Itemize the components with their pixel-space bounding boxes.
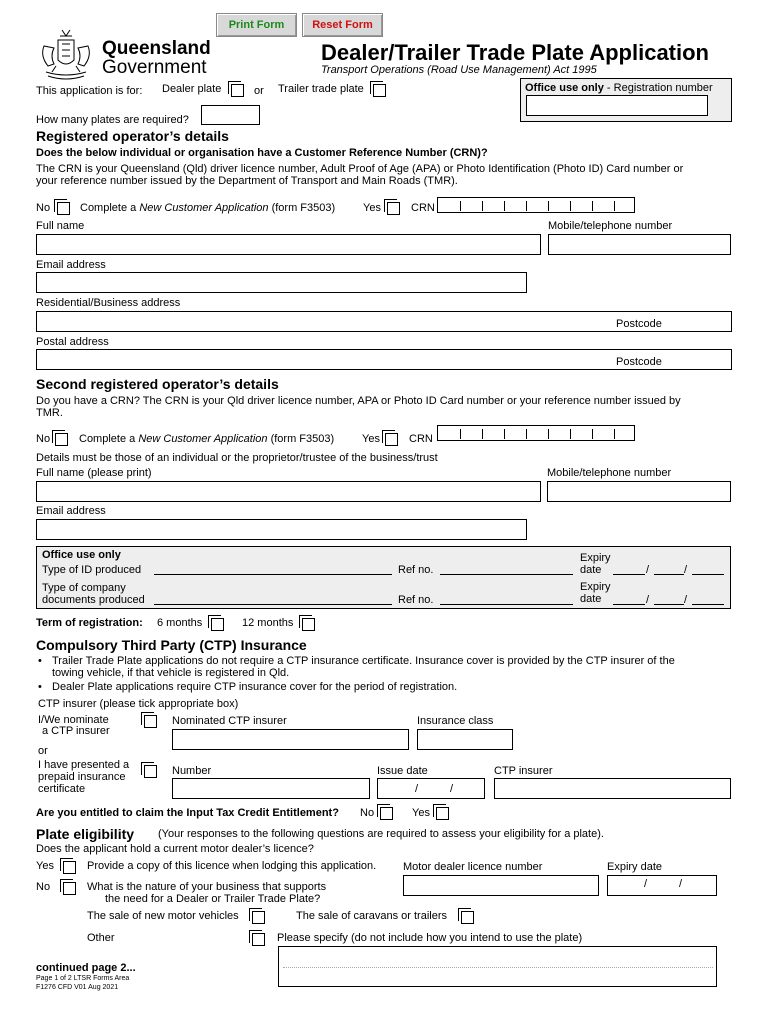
trailer-plate-checkbox[interactable] xyxy=(373,84,386,97)
continued-text: continued page 2... xyxy=(36,962,136,974)
print-form-button[interactable] xyxy=(216,13,297,37)
or-text: or xyxy=(254,85,264,97)
residential-label: Residential/Business address xyxy=(36,297,181,309)
new-vehicles-checkbox[interactable] xyxy=(252,911,265,924)
nominate-checkbox[interactable] xyxy=(144,715,157,728)
crn-info-line1: The CRN is your Queensland (Qld) driver licence number, Adult Proof of Age (APA) or Photo Identification (Photo ID) Card number or xyxy=(36,163,684,175)
input-tax-no-checkbox[interactable] xyxy=(380,807,393,820)
postal-address-input[interactable] xyxy=(36,349,732,370)
issue-date-sep2: / xyxy=(450,783,454,795)
second-new-customer-text: New Customer Application xyxy=(138,433,268,445)
mobile-input[interactable] xyxy=(548,234,731,255)
form-ref: (form F3503) xyxy=(268,202,336,214)
id-type-line[interactable] xyxy=(154,574,392,575)
second-full-name-input[interactable] xyxy=(36,481,541,502)
company-label-a: Type of company xyxy=(42,582,126,594)
second-info-line2: TMR. xyxy=(36,407,63,419)
reset-form-label: Reset Form xyxy=(312,19,373,31)
licence-no-checkbox[interactable] xyxy=(63,882,76,895)
queensland-coat-of-arms-icon xyxy=(36,26,96,82)
expiry1a: Expiry xyxy=(580,552,611,564)
expiry1-month[interactable] xyxy=(654,574,684,575)
trailer-plate-label: Trailer trade plate xyxy=(278,83,364,95)
twelve-months-label: 12 months xyxy=(242,617,294,629)
postcode2-label: Postcode xyxy=(616,356,662,368)
expiry2a: Expiry xyxy=(580,581,611,593)
new-vehicles-label: The sale of new motor vehicles xyxy=(87,910,239,922)
crn-yes-checkbox[interactable] xyxy=(387,202,400,215)
second-complete-prefix: Complete a xyxy=(79,433,139,445)
expiry2-sep1: / xyxy=(646,594,650,606)
form-version: F1276 CFD V01 Aug 2021 xyxy=(36,984,119,991)
second-crn-input[interactable] xyxy=(437,425,635,441)
nominated-insurer-input[interactable] xyxy=(172,729,409,750)
ctp-bullet1-dot: • xyxy=(38,655,42,667)
specify-label: Please specify (do not include how you intend to use the plate) xyxy=(277,932,583,944)
office-mid-title: Office use only xyxy=(42,549,121,561)
ctp-bullet1a: Trailer Trade Plate applications do not require a CTP insurance certificate. Insurance cover is provided by the CTP insurer of the xyxy=(52,655,675,667)
email-input[interactable] xyxy=(36,272,527,293)
postal-label: Postal address xyxy=(36,336,109,348)
second-yes-label: Yes xyxy=(362,433,380,445)
expiry2-year[interactable] xyxy=(692,604,724,605)
how-many-label: How many plates are required? xyxy=(36,114,189,126)
other-checkbox[interactable] xyxy=(252,933,265,946)
ref1-line[interactable] xyxy=(440,574,573,575)
nominate-a: I/We nominate xyxy=(38,714,109,726)
nature-a: What is the nature of your business that supports xyxy=(87,881,327,893)
ctp-heading: Compulsory Third Party (CTP) Insurance xyxy=(36,637,307,653)
licence-expiry-label: Expiry date xyxy=(607,861,663,873)
logo-queensland: Queensland xyxy=(102,38,211,59)
licence-no-label: No xyxy=(36,881,51,893)
nominate-b: a CTP insurer xyxy=(42,725,110,737)
plates-quantity-input[interactable] xyxy=(201,105,260,125)
nominated-insurer-label: Nominated CTP insurer xyxy=(172,715,287,727)
office-use-suffix: - Registration number xyxy=(603,82,713,94)
complete-text xyxy=(80,202,335,215)
expiry2b: date xyxy=(580,593,602,605)
second-info-line1: Do you have a CRN? The CRN is your Qld driver licence number, APA or Photo ID Card number or your reference number issued by xyxy=(36,395,681,407)
presented-a: I have presented a xyxy=(38,759,130,771)
complete-prefix: Complete a xyxy=(80,202,140,214)
insurance-class-label: Insurance class xyxy=(417,715,494,727)
specify-divider xyxy=(283,967,713,968)
second-email-label: Email address xyxy=(36,505,106,517)
insurance-class-input[interactable] xyxy=(417,729,513,750)
act-subtitle: Transport Operations (Road Use Management) Act 1995 xyxy=(321,64,597,76)
registered-operator-heading: Registered operator’s details xyxy=(36,128,229,144)
second-form-ref: (form F3503) xyxy=(267,433,335,445)
id-type-label: Type of ID produced xyxy=(42,564,142,576)
second-email-input[interactable] xyxy=(36,519,527,540)
six-months-checkbox[interactable] xyxy=(211,618,224,631)
twelve-months-checkbox[interactable] xyxy=(302,618,315,631)
no-label: No xyxy=(36,202,51,214)
expiry2-month[interactable] xyxy=(654,604,684,605)
term-label: Term of registration: xyxy=(36,617,143,629)
mobile-label: Mobile/telephone number xyxy=(548,220,673,232)
other-label: Other xyxy=(87,932,115,944)
ref1-label: Ref no. xyxy=(398,564,434,576)
expiry1-year[interactable] xyxy=(692,574,724,575)
expiry1b: date xyxy=(580,564,602,576)
issue-date-input[interactable] xyxy=(377,778,485,799)
number-label: Number xyxy=(172,765,212,777)
second-mobile-label: Mobile/telephone number xyxy=(547,467,672,479)
yes-label: Yes xyxy=(363,202,381,214)
nature-b: the need for a Dealer or Trailer Trade Plate? xyxy=(105,893,321,905)
dealer-plate-checkbox[interactable] xyxy=(231,84,244,97)
ctp-insurer-label: CTP insurer xyxy=(494,765,553,777)
crn-input[interactable] xyxy=(437,197,635,213)
ref2-label: Ref no. xyxy=(398,594,434,606)
details-note: Details must be those of an individual or the proprietor/trustee of the business/trust xyxy=(36,452,438,464)
crn-question: Does the below individual or organisation have a Customer Reference Number (CRN)? xyxy=(36,147,488,159)
licence-expiry-sep2: / xyxy=(679,878,683,890)
licence-yes-label: Yes xyxy=(36,860,54,872)
provide-licence-text: Provide a copy of this licence when lodging this application. xyxy=(87,860,377,872)
company-line[interactable] xyxy=(154,604,392,605)
caravans-checkbox[interactable] xyxy=(461,911,474,924)
second-no-label: No xyxy=(36,433,51,445)
ctp-bullet1b: towing vehicle, if that vehicle is registered in Qld. xyxy=(52,667,290,679)
licence-number-label: Motor dealer licence number xyxy=(403,861,543,873)
ctp-insurer-tick: CTP insurer (please tick appropriate box) xyxy=(38,698,239,710)
page-title: Dealer/Trailer Trade Plate Application xyxy=(321,40,709,65)
input-tax-yes-checkbox[interactable] xyxy=(436,807,449,820)
eligibility-note: (Your responses to the following questions are required to assess your eligibility for a plate). xyxy=(158,828,604,840)
full-name-label: Full name xyxy=(36,220,85,232)
office-use-title-line xyxy=(525,82,713,95)
specify-textarea[interactable] xyxy=(278,946,717,987)
company-label-b: documents produced xyxy=(42,594,145,606)
issue-date-sep1: / xyxy=(415,783,419,795)
dealer-licence-question: Does the applicant hold a current motor dealer’s licence? xyxy=(36,843,314,855)
second-mobile-input[interactable] xyxy=(547,481,731,502)
presented-b: prepaid insurance xyxy=(38,771,126,783)
office-use-registration xyxy=(520,78,732,122)
registration-number-input[interactable] xyxy=(526,95,708,116)
expiry1-sep1: / xyxy=(646,564,650,576)
second-full-name-label: Full name (please print) xyxy=(36,467,152,479)
presented-checkbox[interactable] xyxy=(144,765,157,778)
certificate-number-input[interactable] xyxy=(172,778,370,799)
six-months-label: 6 months xyxy=(157,617,203,629)
ctp-bullet2: Dealer Plate applications require CTP insurance cover for the period of registration. xyxy=(52,681,458,693)
print-form-label: Print Form xyxy=(228,19,285,31)
ctp-or: or xyxy=(38,745,48,757)
input-tax-no-label: No xyxy=(360,807,375,819)
presented-c: certificate xyxy=(38,783,86,795)
licence-number-input[interactable] xyxy=(403,875,599,896)
ctp-bullet2-dot: • xyxy=(38,681,42,693)
input-tax-question: Are you entitled to claim the Input Tax Credit Entitlement? xyxy=(36,807,339,819)
page-number: Page 1 of 2 LTSR Forms Area xyxy=(36,975,130,982)
input-tax-yes-label: Yes xyxy=(412,807,430,819)
eligibility-heading: Plate eligibility xyxy=(36,826,135,842)
crn-label: CRN xyxy=(411,202,435,214)
expiry2-sep2: / xyxy=(684,594,688,606)
crn-no-checkbox[interactable] xyxy=(57,202,70,215)
second-crn-yes-checkbox[interactable] xyxy=(385,433,398,446)
second-complete-text xyxy=(79,433,334,446)
office-use-id-box xyxy=(36,546,731,609)
logo-government: Government xyxy=(102,57,207,78)
dealer-plate-label: Dealer plate xyxy=(162,83,222,95)
crn-info-line2: your reference number issued by the Department of Transport and Main Roads (TMR). xyxy=(36,175,458,187)
expiry1-day[interactable] xyxy=(613,574,645,575)
second-operator-heading: Second registered operator’s details xyxy=(36,376,279,392)
caravans-label: The sale of caravans or trailers xyxy=(296,910,448,922)
licence-expiry-sep1: / xyxy=(644,878,648,890)
licence-yes-checkbox[interactable] xyxy=(63,861,76,874)
reset-form-button[interactable] xyxy=(302,13,383,37)
email-label: Email address xyxy=(36,259,106,271)
office-use-title: Office use only xyxy=(525,82,604,94)
expiry1-sep2: / xyxy=(684,564,688,576)
second-crn-label: CRN xyxy=(409,433,433,445)
residential-address-input[interactable] xyxy=(36,311,732,332)
second-crn-no-checkbox[interactable] xyxy=(55,433,68,446)
licence-expiry-input[interactable] xyxy=(607,875,717,896)
application-prompt: This application is for: xyxy=(36,85,143,97)
new-customer-link-text: New Customer Application xyxy=(139,202,269,214)
full-name-input[interactable] xyxy=(36,234,541,255)
ctp-insurer-input[interactable] xyxy=(494,778,731,799)
ref2-line[interactable] xyxy=(440,604,573,605)
issue-date-label: Issue date xyxy=(377,765,428,777)
postcode-label: Postcode xyxy=(616,318,662,330)
expiry2-day[interactable] xyxy=(613,604,645,605)
